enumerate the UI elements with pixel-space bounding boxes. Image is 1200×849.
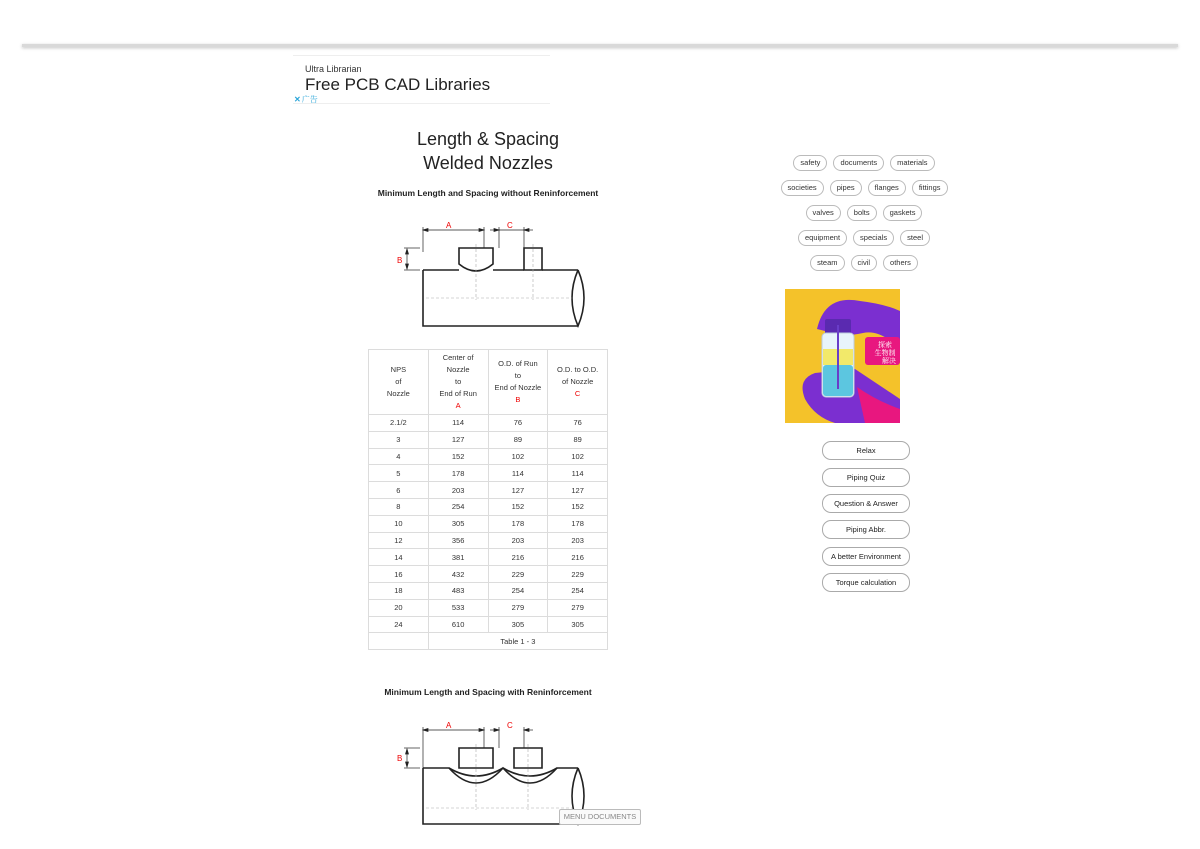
tag-materials[interactable]: materials xyxy=(890,155,934,171)
tag-fittings[interactable]: fittings xyxy=(912,180,948,196)
table-row xyxy=(369,448,608,465)
table-cell: 216 xyxy=(488,549,548,566)
table-row xyxy=(369,515,608,532)
table-cell: 127 xyxy=(548,482,608,499)
dimension-label-c-reinforced: C xyxy=(507,721,513,730)
table-cell: 20 xyxy=(369,599,429,616)
table-cell: 5 xyxy=(369,465,429,482)
tag-specials[interactable]: specials xyxy=(853,230,894,246)
ad-mark[interactable] xyxy=(294,94,318,105)
category-tags xyxy=(784,155,944,280)
header-nps: NPS of Nozzle xyxy=(369,350,429,415)
top-divider xyxy=(22,44,1178,47)
table-cell: 203 xyxy=(428,482,488,499)
table-row xyxy=(369,549,608,566)
table-cell: 533 xyxy=(428,599,488,616)
tag-row xyxy=(784,230,944,246)
table-cell: 254 xyxy=(428,498,488,515)
dimension-label-a-reinforced: A xyxy=(446,721,452,730)
header-od-run-to-end: O.D. of Run to End of Nozzle B xyxy=(488,350,548,415)
table-cell: 6 xyxy=(369,482,429,499)
question-answer-button[interactable]: Question & Answer xyxy=(822,494,910,513)
ad-text-line2: 生物制 xyxy=(874,349,896,357)
table-cell: 89 xyxy=(548,431,608,448)
section-title-without-reinforcement: Minimum Length and Spacing without Reninforcement xyxy=(377,188,599,198)
table-cell: 102 xyxy=(488,448,548,465)
table-cell: 483 xyxy=(428,582,488,599)
tag-gaskets[interactable]: gaskets xyxy=(883,205,923,221)
header-center-to-end: Center of Nozzle to End of Run A xyxy=(428,350,488,415)
table-row xyxy=(369,566,608,583)
tag-equipment[interactable]: equipment xyxy=(798,230,847,246)
nozzle-diagram-without-reinforcement xyxy=(390,218,590,330)
tag-pipes[interactable]: pipes xyxy=(830,180,862,196)
table-cell: 8 xyxy=(369,498,429,515)
table-cell: 610 xyxy=(428,616,488,633)
table-cell: 18 xyxy=(369,582,429,599)
table-cell: 203 xyxy=(548,532,608,549)
table-cell: 279 xyxy=(488,599,548,616)
table-row xyxy=(369,498,608,515)
tag-societies[interactable]: societies xyxy=(781,180,824,196)
ad-illustration xyxy=(785,289,900,423)
table-cell: 432 xyxy=(428,566,488,583)
ad-brand: Ultra Librarian xyxy=(305,64,362,74)
dimension-label-b-reinforced: B xyxy=(397,754,403,763)
table-cell: 178 xyxy=(428,465,488,482)
table-cell: 76 xyxy=(548,415,608,432)
table-cell: 305 xyxy=(428,515,488,532)
nozzle-dimension-table xyxy=(368,349,608,650)
table-row xyxy=(369,532,608,549)
table-row xyxy=(369,582,608,599)
table-cell: 305 xyxy=(548,616,608,633)
tag-safety[interactable]: safety xyxy=(793,155,827,171)
table-caption-row xyxy=(369,633,608,650)
table-cell: 2.1/2 xyxy=(369,415,429,432)
table-caption: Table 1 - 3 xyxy=(428,633,607,650)
table-cell: 152 xyxy=(548,498,608,515)
table-cell: 76 xyxy=(488,415,548,432)
table-cell: 203 xyxy=(488,532,548,549)
table-cell: 127 xyxy=(488,482,548,499)
ad-banner[interactable] xyxy=(293,55,550,104)
ad-text-line1: 探索 xyxy=(878,341,892,349)
table-cell: 178 xyxy=(488,515,548,532)
table-cell: 356 xyxy=(428,532,488,549)
table-cell: 12 xyxy=(369,532,429,549)
menu-documents-button[interactable]: MENU DOCUMENTS xyxy=(559,809,641,825)
table-header-row xyxy=(369,350,608,415)
tag-row xyxy=(784,255,944,271)
tag-steam[interactable]: steam xyxy=(810,255,844,271)
table-cell: 305 xyxy=(488,616,548,633)
tag-bolts[interactable]: bolts xyxy=(847,205,877,221)
table-cell: 229 xyxy=(548,566,608,583)
table-cell: 152 xyxy=(488,498,548,515)
ad-headline[interactable]: Free PCB CAD Libraries xyxy=(305,75,491,94)
piping-quiz-button[interactable]: Piping Quiz xyxy=(822,468,910,487)
table-row xyxy=(369,599,608,616)
side-ad-image[interactable] xyxy=(785,289,900,423)
table-cell: 152 xyxy=(428,448,488,465)
table-cell: 114 xyxy=(488,465,548,482)
better-environment-button[interactable]: A better Environment xyxy=(822,547,910,566)
table-cell: 16 xyxy=(369,566,429,583)
tag-row xyxy=(784,180,944,196)
ad-label: 广告 xyxy=(301,95,318,104)
relax-button[interactable]: Relax xyxy=(822,441,910,460)
table-row xyxy=(369,465,608,482)
dimension-label-b: B xyxy=(397,256,403,265)
dimension-label-a: A xyxy=(446,221,452,230)
page-title-line1: Length & Spacing xyxy=(416,129,560,149)
page-title-line2: Welded Nozzles xyxy=(423,153,553,173)
table-cell: 127 xyxy=(428,431,488,448)
table-cell: 114 xyxy=(428,415,488,432)
table-cell: 229 xyxy=(488,566,548,583)
table-cell: 254 xyxy=(548,582,608,599)
header-od-to-od: O.D. to O.D. of Nozzle C xyxy=(548,350,608,415)
dimension-label-c: C xyxy=(507,221,513,230)
tag-flanges[interactable]: flanges xyxy=(868,180,906,196)
close-icon[interactable]: ✕ xyxy=(294,95,301,104)
tag-row xyxy=(784,155,944,171)
table-row xyxy=(369,415,608,432)
tag-row xyxy=(784,205,944,221)
table-cell: 14 xyxy=(369,549,429,566)
table-row xyxy=(369,482,608,499)
ad-text-line3: 解决 xyxy=(882,357,896,365)
page-title xyxy=(368,127,608,175)
tag-others[interactable]: others xyxy=(883,255,918,271)
table-cell: 114 xyxy=(548,465,608,482)
tag-steel[interactable]: steel xyxy=(900,230,930,246)
table-row xyxy=(369,616,608,633)
table-cell: 279 xyxy=(548,599,608,616)
piping-abbr-button[interactable]: Piping Abbr. xyxy=(822,520,910,539)
table-cell: 216 xyxy=(548,549,608,566)
table-cell: 178 xyxy=(548,515,608,532)
section-title-with-reinforcement: Minimum Length and Spacing with Reninforcement xyxy=(384,687,592,697)
table-cell: 24 xyxy=(369,616,429,633)
table-cell: 4 xyxy=(369,448,429,465)
table-cell: 10 xyxy=(369,515,429,532)
table-cell: 102 xyxy=(548,448,608,465)
table-cell: 89 xyxy=(488,431,548,448)
table-cell: 3 xyxy=(369,431,429,448)
table-cell: 254 xyxy=(488,582,548,599)
table-cell: 381 xyxy=(428,549,488,566)
tag-documents[interactable]: documents xyxy=(833,155,884,171)
table-row xyxy=(369,431,608,448)
tag-civil[interactable]: civil xyxy=(851,255,878,271)
tag-valves[interactable]: valves xyxy=(806,205,841,221)
torque-calculation-button[interactable]: Torque calculation xyxy=(822,573,910,592)
